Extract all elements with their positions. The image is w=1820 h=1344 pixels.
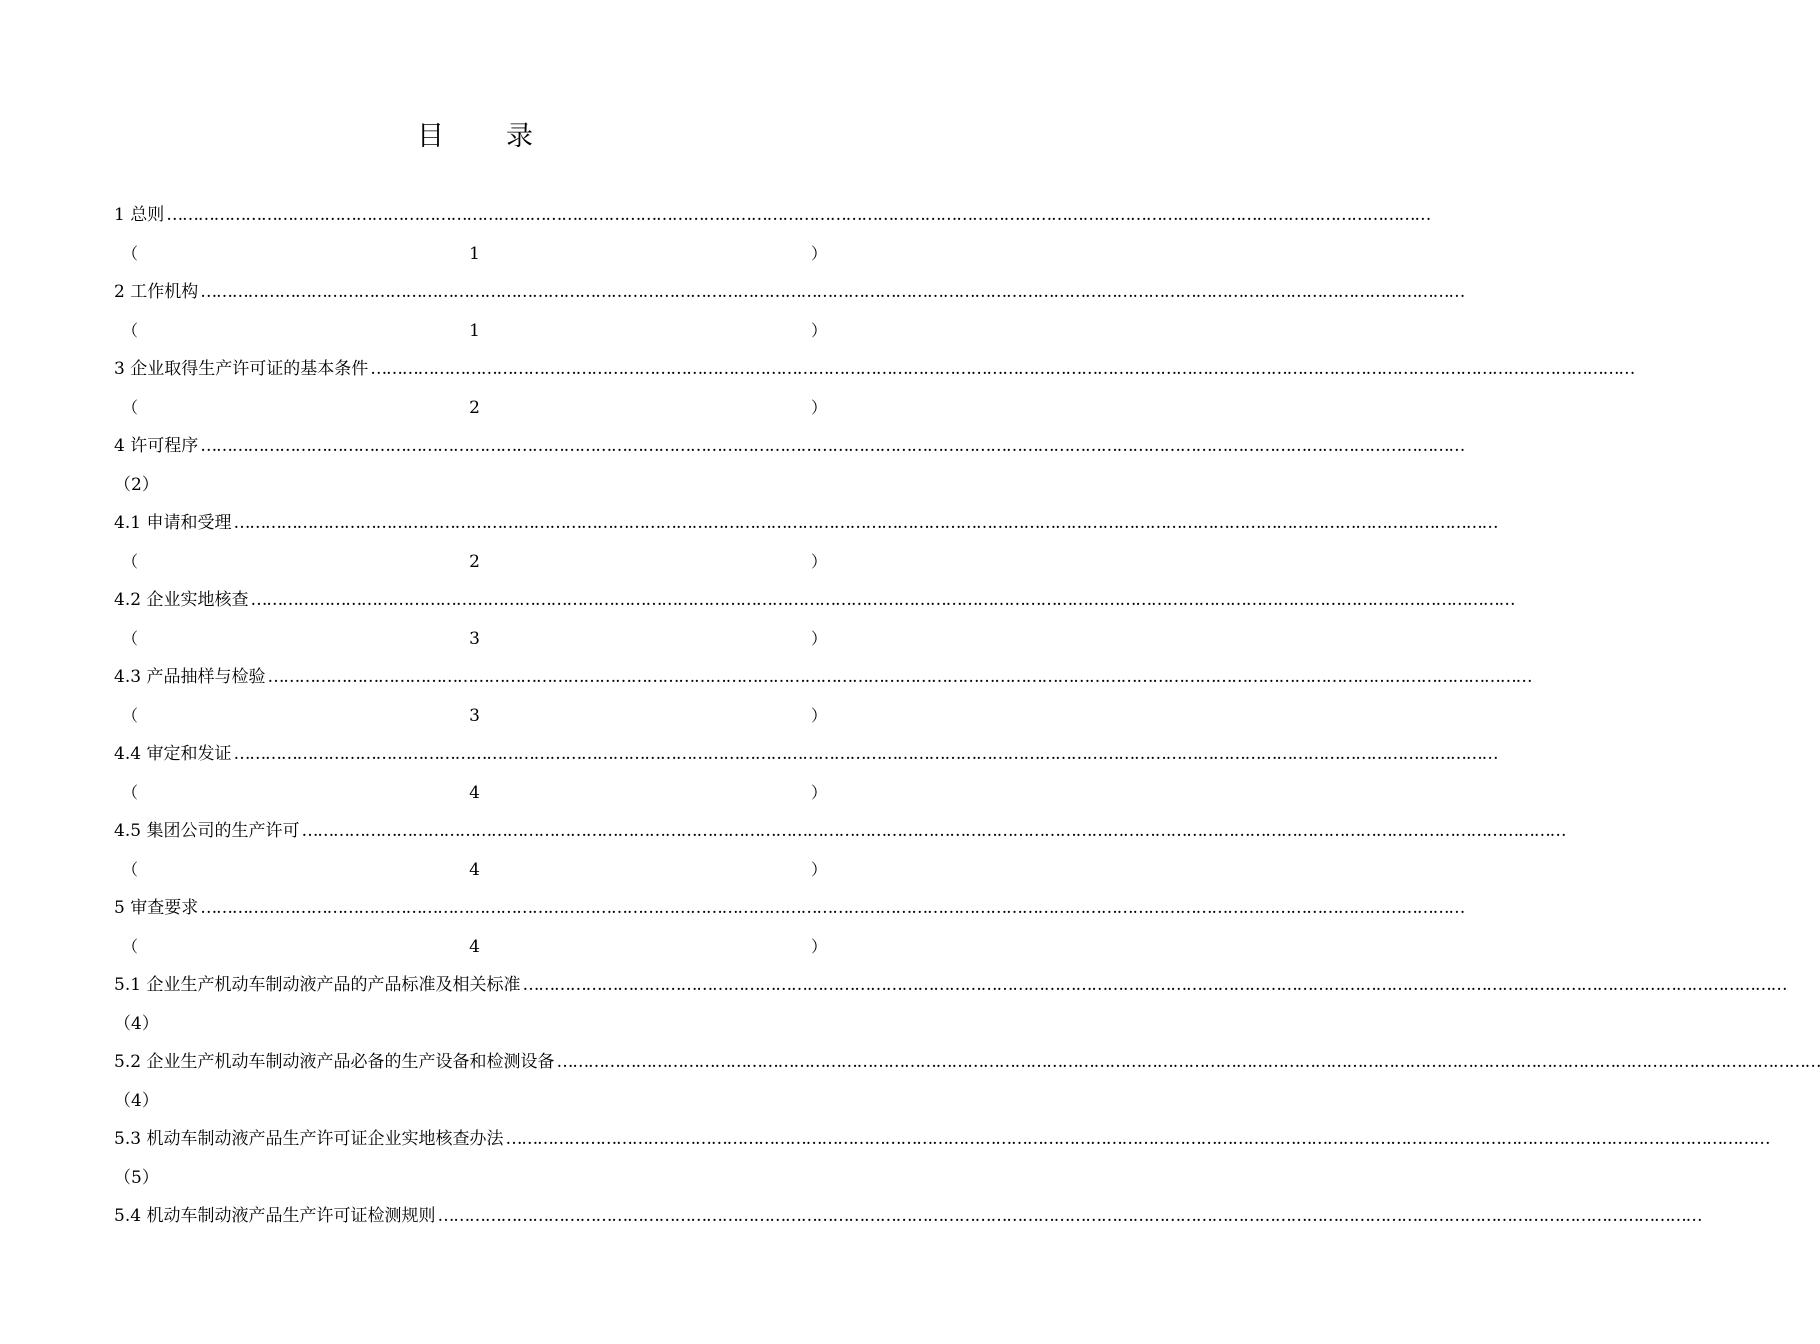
dot-leader: ……………………………………………………………………………………………………………………………………………………………………………………………………………………: [166, 205, 1431, 225]
open-paren: （: [122, 782, 139, 802]
toc-entry[interactable]: [114, 966, 1787, 1005]
dot-leader: ……………………………………………………………………………………………………………………………………………………………………………………………………………………: [505, 1129, 1770, 1149]
open-paren: （: [122, 243, 139, 263]
table-of-contents: [114, 196, 1820, 1236]
toc-entry[interactable]: [114, 196, 1431, 235]
toc-entry-label: 4.4 审定和发证: [114, 744, 232, 764]
toc-page-row: [114, 620, 835, 659]
toc-page-number: 1: [469, 320, 480, 341]
toc-page-number: 4: [469, 859, 480, 880]
open-paren: （: [122, 705, 139, 725]
open-paren: （: [122, 551, 139, 571]
toc-page-row: [114, 312, 835, 351]
toc-entry-label: 5.4 机动车制动液产品生产许可证检测规则: [114, 1206, 436, 1226]
open-paren: （: [122, 936, 139, 956]
toc-page-number: （4）: [114, 1090, 159, 1111]
toc-entry-label: 5.1 企业生产机动车制动液产品的产品标准及相关标准: [114, 975, 521, 995]
toc-page-row: [114, 697, 835, 736]
toc-page-row: [114, 389, 835, 428]
toc-page-number: （2）: [114, 474, 159, 495]
open-paren: （: [122, 397, 139, 417]
toc-entry[interactable]: [114, 1120, 1770, 1159]
toc-entry-label: 4.3 产品抽样与检验: [114, 667, 266, 687]
toc-page-number: （4）: [114, 1013, 159, 1034]
dot-leader: ……………………………………………………………………………………………………………………………………………………………………………………………………………………: [301, 821, 1566, 841]
close-paren: ）: [810, 936, 827, 956]
close-paren: ）: [810, 705, 827, 725]
close-paren: ）: [810, 859, 827, 879]
title-char-left: 目: [417, 121, 444, 152]
toc-entry[interactable]: [114, 350, 1635, 389]
toc-entry[interactable]: [114, 504, 1498, 543]
dot-leader: ……………………………………………………………………………………………………………………………………………………………………………………………………………………: [370, 359, 1635, 379]
toc-page-row: [114, 928, 835, 967]
dot-leader: ……………………………………………………………………………………………………………………………………………………………………………………………………………………: [556, 1052, 1820, 1072]
toc-page-number: 4: [469, 936, 480, 957]
dot-leader: ……………………………………………………………………………………………………………………………………………………………………………………………………………………: [200, 898, 1465, 918]
toc-page-number: （5）: [114, 1167, 159, 1188]
toc-page-row: [114, 235, 835, 274]
toc-page-number: 2: [469, 551, 480, 572]
toc-entry[interactable]: [114, 581, 1515, 620]
open-paren: （: [122, 320, 139, 340]
dot-leader: ……………………………………………………………………………………………………………………………………………………………………………………………………………………: [250, 590, 1515, 610]
toc-entry-label: 2 工作机构: [114, 282, 199, 302]
dot-leader: ……………………………………………………………………………………………………………………………………………………………………………………………………………………: [522, 975, 1787, 995]
toc-entry-label: 5.2 企业生产机动车制动液产品必备的生产设备和检测设备: [114, 1052, 555, 1072]
toc-page-row: [114, 543, 835, 582]
toc-entry[interactable]: [114, 658, 1532, 697]
toc-entry[interactable]: [114, 427, 1465, 466]
toc-page-number: 3: [469, 628, 480, 649]
toc-page-number: 1: [469, 243, 480, 264]
toc-page-number: 2: [469, 397, 480, 418]
dot-leader: ……………………………………………………………………………………………………………………………………………………………………………………………………………………: [267, 667, 1532, 687]
toc-page-row: [114, 851, 835, 890]
toc-entry-label: 4 许可程序: [114, 436, 199, 456]
toc-page-number: 4: [469, 782, 480, 803]
title-char-right: 录: [506, 121, 533, 152]
toc-entry[interactable]: [114, 273, 1465, 312]
toc-entry[interactable]: [114, 735, 1498, 774]
dot-leader: ……………………………………………………………………………………………………………………………………………………………………………………………………………………: [437, 1206, 1702, 1226]
close-paren: ）: [810, 628, 827, 648]
toc-entry[interactable]: [114, 1197, 1702, 1236]
dot-leader: ……………………………………………………………………………………………………………………………………………………………………………………………………………………: [233, 744, 1498, 764]
page-title: [0, 114, 950, 153]
toc-entry[interactable]: [114, 889, 1465, 928]
open-paren: （: [122, 628, 139, 648]
toc-entry-label: 1 总则: [114, 205, 165, 225]
toc-entry-label: 4.2 企业实地核查: [114, 590, 249, 610]
dot-leader: ……………………………………………………………………………………………………………………………………………………………………………………………………………………: [200, 436, 1465, 456]
close-paren: ）: [810, 320, 827, 340]
toc-entry[interactable]: [114, 812, 1566, 851]
toc-entry-label: 5 审查要求: [114, 898, 199, 918]
dot-leader: ……………………………………………………………………………………………………………………………………………………………………………………………………………………: [200, 282, 1465, 302]
close-paren: ）: [810, 397, 827, 417]
toc-entry-label: 4.1 申请和受理: [114, 513, 232, 533]
toc-page-row: [114, 774, 835, 813]
toc-page-number: 3: [469, 705, 480, 726]
close-paren: ）: [810, 551, 827, 571]
close-paren: ）: [810, 243, 827, 263]
toc-entry-label: 5.3 机动车制动液产品生产许可证企业实地核查办法: [114, 1129, 504, 1149]
toc-entry[interactable]: [114, 1043, 1820, 1082]
dot-leader: ……………………………………………………………………………………………………………………………………………………………………………………………………………………: [233, 513, 1498, 533]
open-paren: （: [122, 859, 139, 879]
toc-entry-label: 3 企业取得生产许可证的基本条件: [114, 359, 369, 379]
close-paren: ）: [810, 782, 827, 802]
toc-entry-label: 4.5 集团公司的生产许可: [114, 821, 300, 841]
